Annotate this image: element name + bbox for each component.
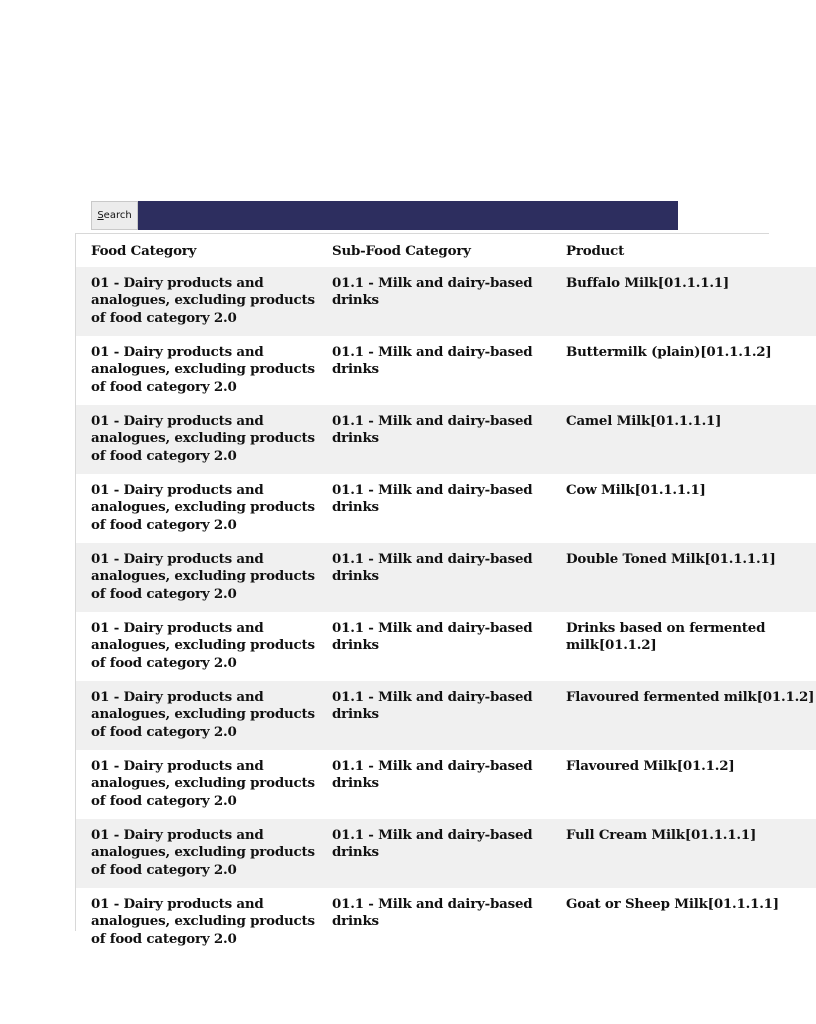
table-row[interactable] [76, 543, 816, 612]
table-row[interactable] [76, 405, 816, 474]
cell-food-category: 01 - Dairy products and analogues, excluding products of food category 2.0 [76, 543, 317, 612]
header-sub-food-category[interactable]: Sub-Food Category [317, 234, 551, 267]
search-button-label: earch [103, 210, 132, 221]
cell-product: Drinks based on fermented milk[01.1.2] [551, 612, 816, 681]
cell-product: Flavoured Milk[01.1.2] [551, 750, 816, 819]
results-table-container [75, 233, 815, 947]
cell-product: Flavoured fermented milk[01.1.2] [551, 681, 816, 750]
table-row[interactable] [76, 750, 816, 819]
search-button-accesskey: S [97, 210, 104, 221]
table-row[interactable] [76, 474, 816, 543]
cell-food-category: 01 - Dairy products and analogues, excluding products of food category 2.0 [76, 612, 317, 681]
cell-product: Double Toned Milk[01.1.1.1] [551, 543, 816, 612]
table-row[interactable] [76, 681, 816, 750]
cell-sub-food-category: 01.1 - Milk and dairy-based drinks [317, 543, 551, 612]
cell-product: Cow Milk[01.1.1.1] [551, 474, 816, 543]
cell-food-category: 01 - Dairy products and analogues, excluding products of food category 2.0 [76, 405, 317, 474]
search-button[interactable] [91, 201, 138, 230]
cell-sub-food-category: 01.1 - Milk and dairy-based drinks [317, 819, 551, 888]
cell-product: Camel Milk[01.1.1.1] [551, 405, 816, 474]
results-table [76, 234, 816, 957]
cell-food-category: 01 - Dairy products and analogues, excluding products of food category 2.0 [76, 750, 317, 819]
cell-sub-food-category: 01.1 - Milk and dairy-based drinks [317, 750, 551, 819]
table-row[interactable] [76, 888, 816, 957]
cell-product: Full Cream Milk[01.1.1.1] [551, 819, 816, 888]
cell-food-category: 01 - Dairy products and analogues, excluding products of food category 2.0 [76, 474, 317, 543]
cell-food-category: 01 - Dairy products and analogues, excluding products of food category 2.0 [76, 267, 317, 336]
cell-food-category: 01 - Dairy products and analogues, excluding products of food category 2.0 [76, 336, 317, 405]
cell-product: Buttermilk (plain)[01.1.1.2] [551, 336, 816, 405]
search-input[interactable] [138, 201, 678, 230]
cell-product: Goat or Sheep Milk[01.1.1.1] [551, 888, 816, 957]
cell-sub-food-category: 01.1 - Milk and dairy-based drinks [317, 405, 551, 474]
cell-sub-food-category: 01.1 - Milk and dairy-based drinks [317, 612, 551, 681]
cell-sub-food-category: 01.1 - Milk and dairy-based drinks [317, 474, 551, 543]
table-row[interactable] [76, 336, 816, 405]
cell-sub-food-category: 01.1 - Milk and dairy-based drinks [317, 888, 551, 957]
table-row[interactable] [76, 612, 816, 681]
cell-sub-food-category: 01.1 - Milk and dairy-based drinks [317, 267, 551, 336]
cell-sub-food-category: 01.1 - Milk and dairy-based drinks [317, 336, 551, 405]
cell-food-category: 01 - Dairy products and analogues, excluding products of food category 2.0 [76, 819, 317, 888]
cell-food-category: 01 - Dairy products and analogues, excluding products of food category 2.0 [76, 681, 317, 750]
table-header-row [76, 234, 816, 267]
cell-food-category: 01 - Dairy products and analogues, excluding products of food category 2.0 [76, 888, 317, 957]
table-row[interactable] [76, 819, 816, 888]
cell-sub-food-category: 01.1 - Milk and dairy-based drinks [317, 681, 551, 750]
search-bar [91, 201, 678, 230]
header-food-category[interactable]: Food Category [76, 234, 317, 267]
cell-product: Buffalo Milk[01.1.1.1] [551, 267, 816, 336]
table-row[interactable] [76, 267, 816, 336]
header-product[interactable]: Product [551, 234, 816, 267]
